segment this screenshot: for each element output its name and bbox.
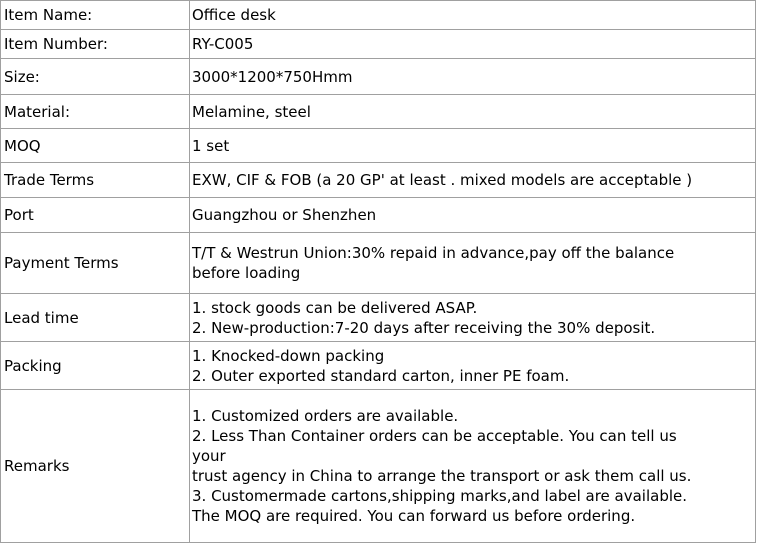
row-value [190,342,756,390]
value-line: EXW, CIF & FOB (a 20 GP' at least . mixed models are acceptable ) [192,171,693,189]
row-label: MOQ [1,129,190,163]
table-row [1,390,756,543]
table-row [1,233,756,294]
value-line: 2. Outer exported standard carton, inner PE foam. [192,366,570,385]
table-row [1,95,756,129]
row-label: Remarks [1,390,190,543]
row-value [190,294,756,342]
value-line: The MOQ are required. You can forward us before ordering. [192,507,636,525]
value-line: 3. Customermade cartons,shipping marks,and label are available. [192,487,688,505]
value-line: 1. Knocked-down packing [192,346,385,365]
table-row [1,1,756,30]
row-label: Trade Terms [1,163,190,198]
table-row [1,129,756,163]
row-value [190,390,756,543]
row-value [190,129,756,163]
row-label: Port [1,198,190,233]
row-value [190,233,756,294]
value-line: Office desk [192,6,276,24]
value-line: 3000*1200*750Hmm [192,67,353,86]
row-label: Size: [1,59,190,95]
row-label: Item Number: [1,30,190,59]
table-row [1,59,756,95]
table-row [1,294,756,342]
row-label: Packing [1,342,190,390]
row-value [190,198,756,233]
value-line: 1. stock goods can be delivered ASAP. [192,298,478,317]
row-value [190,95,756,129]
value-line: your [192,447,226,465]
value-line: 2. New-production:7-20 days after receiving the 30% deposit. [192,318,656,337]
value-line: Guangzhou or Shenzhen [192,206,377,224]
row-label: Material: [1,95,190,129]
row-label: Item Name: [1,1,190,30]
value-line: trust agency in China to arrange the transport or ask them call us. [192,467,692,485]
row-value [190,30,756,59]
table-row [1,198,756,233]
table-row [1,163,756,198]
row-value [190,59,756,95]
row-value [190,163,756,198]
row-value [190,1,756,30]
row-label: Lead time [1,294,190,342]
value-line: 1 set [192,136,230,155]
value-line: 1. Customized orders are available. [192,407,459,425]
value-line: Melamine, steel [192,102,311,121]
row-label: Payment Terms [1,233,190,294]
value-line: RY-C005 [192,35,254,53]
table-row [1,30,756,59]
value-line: 2. Less Than Container orders can be acceptable. You can tell us [192,427,677,445]
table-row [1,342,756,390]
value-line: before loading [192,264,301,282]
value-line: T/T & Westrun Union:30% repaid in advance,pay off the balance [192,244,675,262]
